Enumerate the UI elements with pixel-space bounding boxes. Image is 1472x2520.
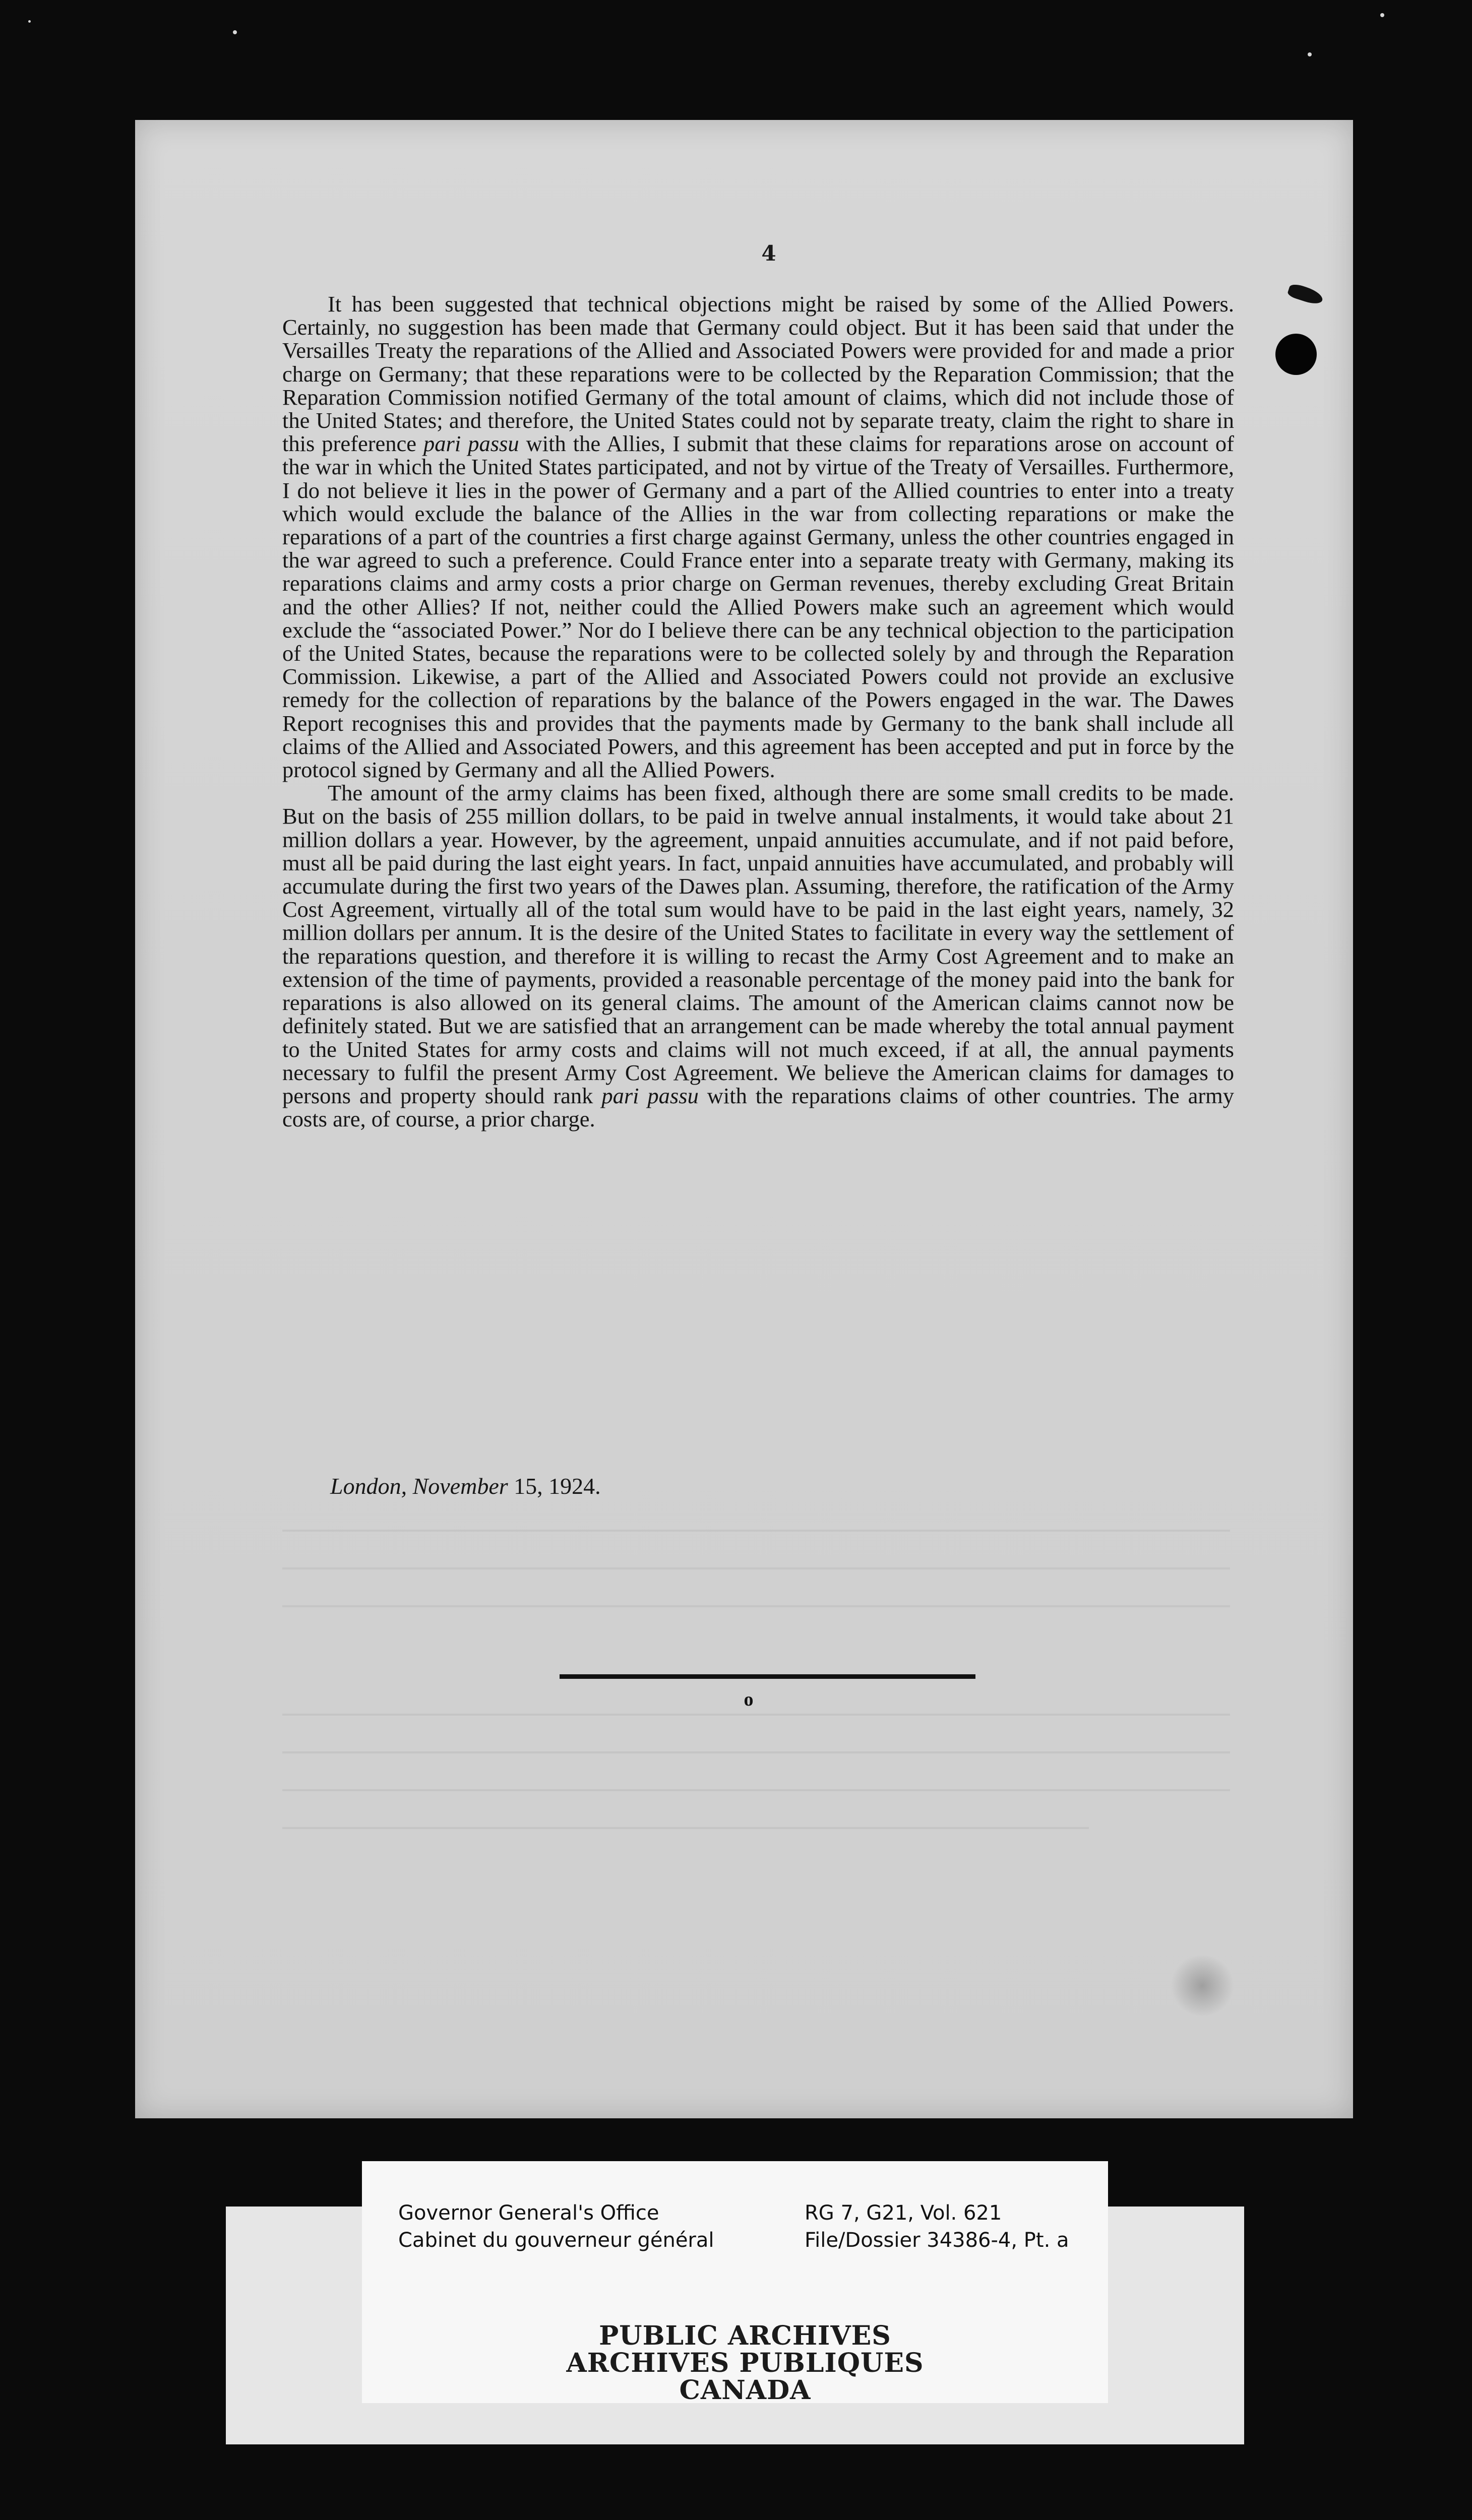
record-group: RG 7, G21, Vol. 621 — [805, 2201, 1002, 2225]
scan-speck — [1308, 52, 1312, 56]
paragraph-technical-objections — [282, 292, 1234, 781]
scan-speck — [28, 20, 31, 23]
archive-office — [398, 2199, 714, 2254]
file-dossier: File/Dossier 34386-4, Pt. a — [805, 2229, 1069, 2252]
scan-speck — [1380, 13, 1384, 17]
archive-reference — [805, 2199, 1069, 2254]
end-mark: o — [744, 1689, 754, 1710]
paragraph-2-text-a: The amount of the army claims has been fixed, although there are some small credits to be made. But on the basis of 255 million dollars, to be paid in twelve annual instalments, it would take about 21 million dollars a year. However, by the agreement, unpaid annuities accumulate, and if not paid before, must all be paid during the last eight years. In fact, unpaid annuities have accumulated, and probably will accumulate during the first two years of the Dawes plan. Assuming, therefore, the ratification of the Army Cost Agreement, virtually all of the total sum would have to be paid in the last eight years, namely, 32 million dollars per annum. It is the desire of the United States to facilitate in every way the settlement of the reparations question, and therefore it is willing to recast the Army Cost Agreement and to make an extension of the time of payments, provided a reasonable percentage of the money paid into the bank for reparations is also allowed on its general claims. The amount of the American claims cannot now be definitely stated. But we are satisfied that an arrangement can be made whereby the total annual payment to the United States for army costs and claims will not much exceed, if at all, the annual payments necessary to fulfil the present Army Cost Agreement. We believe the American claims for damages to persons and property should rank — [282, 780, 1234, 1108]
bleed-through-line — [282, 1530, 1230, 1532]
stamp-line-english: PUBLIC ARCHIVES — [599, 2320, 891, 2351]
stamp-line-country: CANADA — [679, 2375, 811, 2406]
stamp-line-french: ARCHIVES PUBLIQUES — [566, 2348, 924, 2378]
document-body — [282, 292, 1234, 1130]
dateline — [330, 1473, 601, 1499]
bleed-through-line — [282, 1714, 1230, 1716]
office-french: Cabinet du gouverneur général — [398, 2229, 714, 2252]
paragraph-1-text-b: with the Allies, I submit that these claims for reparations arose on account of the war in which the United States participated, and not by virtue of the Treaty of Versailles. Furthermore, I do not believe it lies in the power of Germany and a part of the Allied countries to enter into a treaty which would exclude the balance of the Allies in the war from collecting reparations or make the reparations of a part of the countries a first charge against Germany, unless the other countries engaged in the war agreed to such a preference. Could France enter into a separate treaty with Germany, making its reparations claims and army costs a prior charge on German revenues, thereby excluding Great Britain and the other Allies? If not, neither could the Allied Powers make such an agreement which would exclude the “associated Power.” Nor do I believe there can be any technical objection to the participation of the United States, because the reparations were to be collected solely by and through the Reparation Commission. Likewise, a part of the Allied and Associated Powers could not provide an exclusive remedy for the collection of reparations by the balance of the Powers engaged in the war. The Dawes Report recognises this and provides that the payments made by Germany to the bank shall include all claims of the Allied and Associated Powers, and this agreement has been accepted and put in force by the protocol signed by Germany and all the Allied Powers. — [282, 431, 1234, 783]
bleed-through-line — [282, 1751, 1230, 1753]
paragraph-2-text-b: with the reparations claims of other countries. The army costs are, of course, a prior charge. — [282, 1083, 1234, 1132]
ink-smudge — [1170, 1956, 1235, 2016]
office-english: Governor General's Office — [398, 2201, 659, 2225]
bleed-through-line — [282, 1827, 1089, 1829]
paragraph-1-text-a: It has been suggested that technical objections might be raised by some of the Allied Powers. Certainly, no suggestion has been made that Germany could object. But it has been said that under the Versailles Treaty the reparations of the Allied and Associated Powers were provided for and made a prior charge on Germany; that these reparations were to be collected by the Reparation Commission; that the Reparation Commission notified Germany of the total amount of claims, which did not include those of the United States; and therefore, the United States could not by separate treaty, claim the right to share in this preference — [282, 291, 1234, 457]
page-number: 4 — [761, 241, 776, 266]
scan-speck — [233, 30, 237, 34]
bleed-through-line — [282, 1605, 1230, 1607]
dateline-place: London, November — [330, 1473, 508, 1499]
italic-pari-passu: pari passu — [423, 431, 519, 457]
bleed-through-line — [282, 1567, 1230, 1569]
binding-hole — [1275, 334, 1317, 375]
public-archives-stamp — [478, 2322, 1012, 2404]
italic-pari-passu: pari passu — [601, 1083, 699, 1108]
dateline-date: 15, 1924. — [514, 1473, 601, 1499]
end-rule — [560, 1674, 975, 1679]
paragraph-army-claims — [282, 781, 1234, 1130]
bleed-through-line — [282, 1789, 1230, 1791]
